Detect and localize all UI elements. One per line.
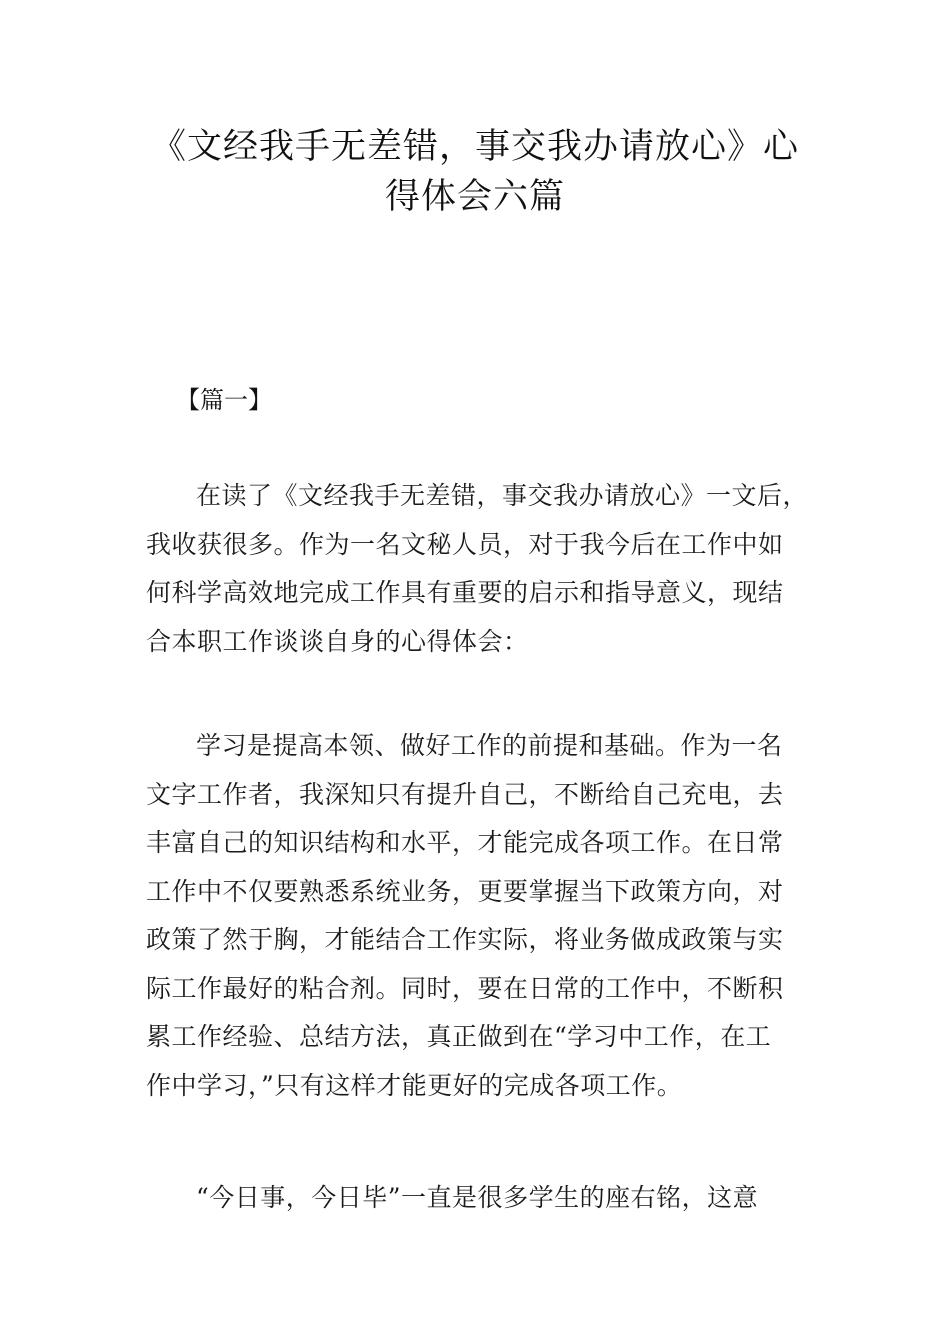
section-label: 【篇一】: [176, 386, 272, 414]
paragraph-line: 政策了然于胸，才能结合工作实际，将业务做成政策与实: [146, 925, 784, 954]
paragraph-line: 丰富自己的知识结构和水平，才能完成各项工作。在日常: [146, 828, 784, 857]
paragraph-line: 累工作经验、总结方法，真正做到在“学习中工作，在工: [146, 1022, 772, 1051]
paragraph-3: [146, 1174, 836, 1223]
paragraph-line: 文字工作者，我深知只有提升自己，不断给自己充电，去: [146, 779, 784, 809]
paragraph-1: [146, 472, 836, 666]
paragraph-line: 学习是提高本领、做好工作的前提和基础。作为一名: [196, 731, 783, 760]
paragraph-line: 作中学习，”只有这样才能更好的完成各项工作。: [146, 1070, 683, 1100]
paragraph-line: 工作中不仅要熟悉系统业务，更要掌握当下政策方向，对: [146, 876, 784, 906]
paragraph-line: 何科学高效地完成工作具有重要的启示和指导意义，现结: [146, 578, 784, 607]
title-line-1: 《文经我手无差错，事交我办请放心》心: [150, 127, 799, 167]
paragraph-line: “今日事，今日毕”一直是很多学生的座右铭，这意: [196, 1183, 759, 1212]
paragraph-line: 合本职工作谈谈自身的心得体会：: [146, 626, 529, 656]
title-line-2: 得体会六篇: [384, 177, 565, 217]
paragraph-line: 在读了《文经我手无差错，事交我办请放心》一文后，: [196, 481, 809, 510]
paragraph-line: 际工作最好的粘合剂。同时，要在日常的工作中，不断积: [146, 973, 784, 1003]
document-title: [100, 122, 850, 222]
paragraph-line: 我收获很多。作为一名文秘人员，对于我今后在工作中如: [146, 529, 784, 559]
paragraph-2: [146, 722, 836, 1110]
